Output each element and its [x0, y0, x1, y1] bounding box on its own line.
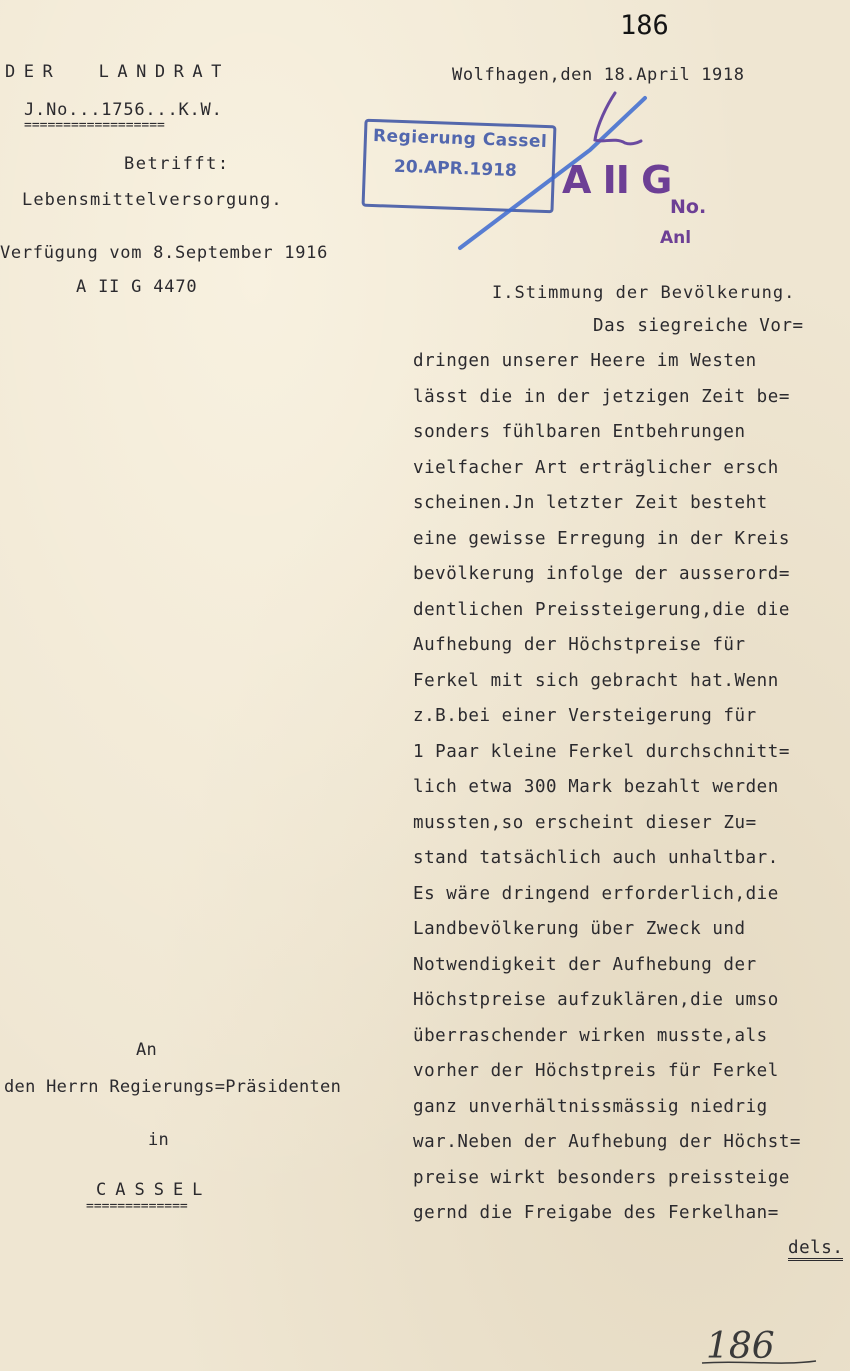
body-line: lich etwa 300 Mark bezahlt werden [413, 777, 779, 797]
folio-note: 186 [706, 1326, 775, 1367]
body-line: bevölkerung infolge der ausserord= [413, 564, 790, 584]
annotation-anl: Anl [660, 228, 692, 248]
body-line: lässt die in der jetzigen Zeit be= [413, 387, 790, 407]
journal-number: J.No...1756...K.W. [24, 100, 223, 120]
body-line: Notwendigkeit der Aufhebung der [413, 955, 757, 975]
body-line: sonders fühlbaren Entbehrungen [413, 422, 746, 442]
stamp-authority: Regierung Cassel [372, 125, 548, 153]
subject-label: Betrifft: [124, 154, 230, 174]
addressee-in: in [148, 1130, 170, 1150]
date-line: Wolfhagen,den 18.April 1918 [452, 65, 745, 85]
file-reference: A II G 4470 [76, 277, 198, 297]
city-rule: ============= [86, 1199, 188, 1214]
body-line: Aufhebung der Höchstpreise für [413, 635, 746, 655]
stamp-date: 20.APR.1918 [393, 156, 518, 182]
body-line: war.Neben der Aufhebung der Höchst= [413, 1132, 802, 1152]
body-line: vorher der Höchstpreis für Ferkel [413, 1061, 779, 1081]
body-line: Landbevölkerung über Zweck und [413, 919, 746, 939]
body-line: dringen unserer Heere im Westen [413, 351, 757, 371]
body-line: Es wäre dringend erforderlich,die [413, 884, 779, 904]
body-line: 1 Paar kleine Ferkel durchschnitt= [413, 742, 790, 762]
office-name: DER LANDRAT [5, 62, 230, 82]
body-line: preise wirkt besonders preissteige [413, 1168, 790, 1188]
body-line: mussten,so erscheint dieser Zu= [413, 813, 757, 833]
body-line: scheinen.Jn letzter Zeit besteht [413, 493, 768, 513]
body-line: dentlichen Preissteigerung,die die [413, 600, 790, 620]
subject-text: Lebensmittelversorgung. [22, 190, 283, 210]
body-line: überraschender wirken musste,als [413, 1026, 768, 1046]
body-line: z.B.bei einer Versteigerung für [413, 706, 757, 726]
section-heading: I.Stimmung der Bevölkerung. [492, 283, 796, 303]
journal-rule: ================== [24, 118, 165, 133]
body-line: ganz unverhältnissmässig niedrig [413, 1097, 768, 1117]
body-line: vielfacher Art erträglicher ersch [413, 458, 779, 478]
body-line: Das siegreiche Vor= [593, 316, 804, 336]
annotation-mark: A II G [562, 158, 672, 202]
order-reference: Verfügung vom 8.September 1916 [0, 243, 329, 263]
body-line: stand tatsächlich auch unhaltbar. [413, 848, 779, 868]
page-number: 186 [620, 10, 669, 41]
handwritten-mark-icon [585, 85, 645, 155]
annotation-no: No. [670, 196, 707, 218]
addressee-an: An [136, 1040, 158, 1060]
body-line: Höchstpreise aufzuklären,die umso [413, 990, 779, 1010]
addressee-recipient: den Herrn Regierungs=Präsidenten [4, 1077, 342, 1097]
body-line: Ferkel mit sich gebracht hat.Wenn [413, 671, 779, 691]
body-line: eine gewisse Erregung in der Kreis [413, 529, 790, 549]
body-line-final: dels. [788, 1238, 843, 1261]
folio-underline [700, 1357, 820, 1369]
body-line: gernd die Freigabe des Ferkelhan= [413, 1203, 779, 1223]
addressee-city: CASSEL [96, 1180, 212, 1200]
